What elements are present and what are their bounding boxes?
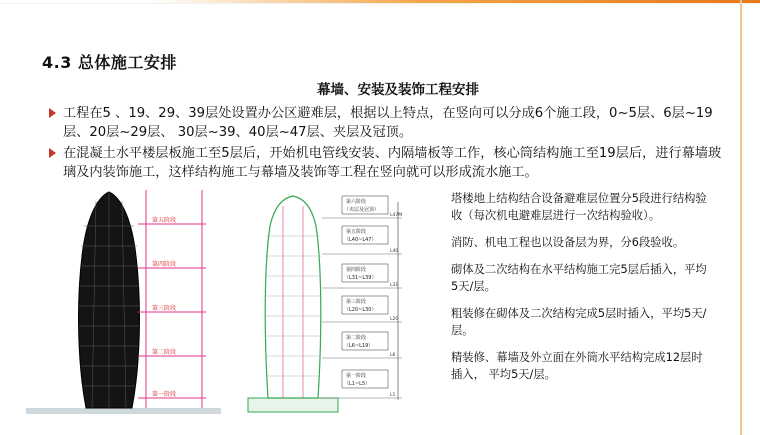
stage-box-2-sub: （L6~L19）: [344, 343, 374, 349]
notes-column: [451, 190, 711, 393]
note-fire-mep-acceptance: 消防、机电工程也以设备层为界，分6段验收。: [451, 236, 685, 249]
bullet-text-2: 在混凝土水平楼层板施工至5层后，开始机电管线安装、内隔墙板等工作，核心筒结构施工至19层后，进行幕墙玻璃及内装饰施工，这样结构施工与幕墙及装饰等工程在竖向就可以形成流水施工。: [63, 146, 722, 180]
tower-elevation-figure: [26, 186, 221, 416]
level-label-l40: L40: [390, 249, 399, 254]
orange-gradient-strip: [0, 0, 760, 3]
stage-label-2: 第二阶段: [152, 349, 177, 356]
bullet-paragraph-1: [49, 104, 729, 142]
stage-box-6-sub: （夹层及冠顶）: [344, 207, 380, 213]
stage-box-4-sub: （L31~L39）: [344, 275, 377, 281]
right-edge-rule: [740, 0, 742, 435]
podium: [248, 398, 338, 412]
stage-label-3: 第三阶段: [152, 305, 177, 312]
level-label-l31: L31: [390, 283, 399, 288]
level-label-l47m: L47M: [390, 213, 403, 218]
note-fine-finish: 精装修、幕墙及外立面在外筒水平结构完成12层时插入， 平均5天/层。: [451, 351, 703, 381]
note-rough-finish: 粗装修在砌体及二次结构完成5层时插入，平均5天/层。: [451, 307, 707, 337]
section-title: 4.3 总体施工安排: [42, 53, 177, 72]
note-structure-acceptance: 塔楼地上结构结合设备避难层位置分5段进行结构验收（每次机电避难层进行一次结构验收）。: [451, 192, 707, 222]
top-accent-band: [0, 0, 760, 4]
stage-label-5: 第五阶段: [152, 217, 177, 224]
bullet-arrow-icon: [49, 108, 56, 118]
stage-box-3-sub: （L20~L30）: [344, 307, 377, 313]
ground-strip: [26, 408, 221, 414]
stage-box-2-title: 第二阶段: [346, 335, 367, 341]
stage-box-1-sub: （L1~L5）: [344, 381, 371, 387]
stage-box-3-title: 第三阶段: [346, 299, 367, 305]
stage-box-1-title: 第一阶段: [346, 373, 367, 379]
bullet-text-1: 工程在5 、19、29、39层处设置办公区避难层，根据以上特点，在竖向可以分成6个施工段，0~5层、6层~19层、20层~29层、 30层~39、40层~47层、夹层及冠顶。: [63, 106, 713, 140]
tower-outline: [265, 196, 321, 398]
level-label-l1: L1: [390, 393, 396, 398]
stage-box-5-sub: （L40~L47）: [344, 237, 377, 243]
stage-label-4: 第四阶段: [152, 261, 177, 268]
tower-section-figure: [238, 186, 423, 416]
floor-lines: [265, 236, 321, 376]
bullet-paragraph-2: [49, 144, 729, 182]
stage-box-6-title: 第六阶段: [346, 199, 367, 205]
slide-subtitle: 幕墙、安装及装饰工程安排: [317, 82, 479, 98]
stage-box-4-title: 第四阶段: [346, 267, 367, 273]
stage-label-1: 第一阶段: [152, 391, 177, 398]
note-masonry: 砌体及二次结构在水平结构施工完5层后插入，平均5天/层。: [451, 263, 707, 293]
bullet-arrow-icon: [49, 148, 56, 158]
stage-box-5-title: 第五阶段: [346, 229, 367, 235]
level-label-l6: L6: [390, 353, 396, 358]
level-label-l20: L20: [390, 317, 399, 322]
core-lines: [283, 206, 303, 398]
